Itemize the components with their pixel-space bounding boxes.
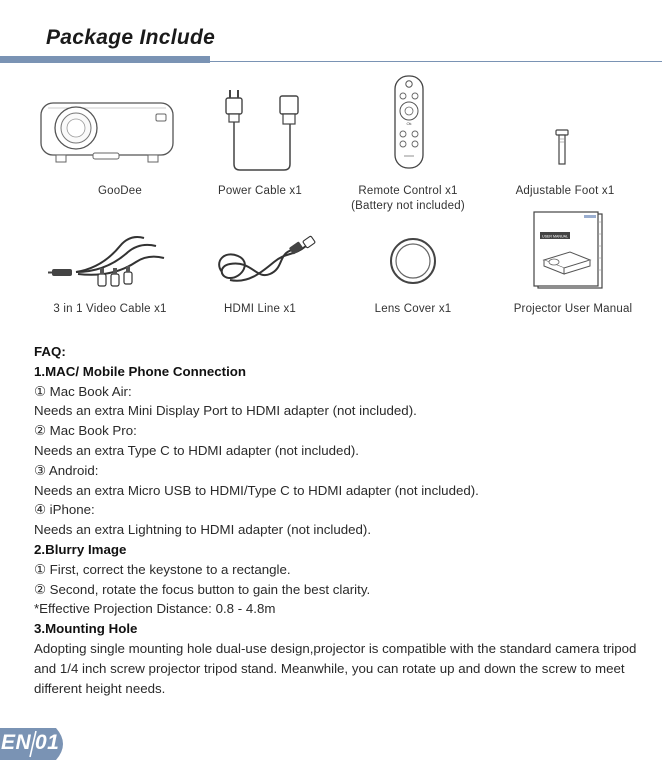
page-title: Package Include bbox=[46, 26, 216, 49]
footer-lang: EN bbox=[1, 731, 32, 754]
faq-text: Adopting single mounting hole dual-use design,projector is compatible with the standard camera tripod and 1/4 inch screw projector tripod stand. Meanwhile, you can rotate up and down the screw to meet different height needs. bbox=[34, 640, 637, 696]
faq-text: ① Mac Book Air: bbox=[34, 383, 132, 399]
item-label: GooDee bbox=[97, 185, 143, 197]
item-label: Remote Control x1 bbox=[358, 185, 458, 197]
item-sublabel: (Battery not included) bbox=[351, 200, 465, 212]
user-manual-icon bbox=[530, 210, 606, 290]
faq-text: *Effective Projection Distance: 0.8 - 4.8m bbox=[34, 601, 276, 617]
item-label: Lens Cover x1 bbox=[374, 303, 452, 315]
faq-text: ③ Android: bbox=[34, 462, 99, 478]
remote-ok-label: Ok bbox=[406, 121, 412, 126]
footer-page-number: 01 bbox=[35, 731, 60, 754]
faq-text: Needs an extra Micro USB to HDMI/Type C to HDMI adapter (not included). bbox=[34, 482, 479, 498]
faq-section-2-title: 2.Blurry Image bbox=[34, 541, 127, 557]
faq-text: ② Mac Book Pro: bbox=[34, 423, 137, 439]
item-label: Adjustable Foot x1 bbox=[515, 185, 615, 197]
faq-section-3-title: 3.Mounting Hole bbox=[34, 621, 138, 637]
title-accent-bar bbox=[0, 56, 210, 63]
manual-cover-title: USER MANUAL bbox=[542, 234, 568, 239]
faq-text: Needs an extra Lightning to HDMI adapter (not included). bbox=[34, 522, 372, 538]
adjustable-foot-icon bbox=[554, 128, 570, 166]
lens-cover-icon bbox=[388, 236, 438, 286]
faq-text: Needs an extra Mini Display Port to HDMI adapter (not included). bbox=[34, 403, 417, 419]
item-label: 3 in 1 Video Cable x1 bbox=[53, 303, 167, 315]
faq-text: ④ iPhone: bbox=[34, 502, 95, 518]
power-cable-icon bbox=[218, 86, 304, 176]
faq-text: ① First, correct the keystone to a rectangle. bbox=[34, 561, 291, 577]
page-number-badge bbox=[0, 728, 70, 760]
item-label: Projector User Manual bbox=[513, 303, 633, 315]
item-label: Power Cable x1 bbox=[218, 185, 302, 197]
faq-section-1-title: 1.MAC/ Mobile Phone Connection bbox=[34, 363, 247, 379]
projector-icon bbox=[38, 98, 178, 166]
remote-control-icon bbox=[392, 74, 426, 170]
hdmi-cable-icon bbox=[212, 232, 316, 286]
faq-section bbox=[34, 342, 654, 698]
faq-heading: FAQ: bbox=[34, 344, 66, 359]
av-cable-icon bbox=[48, 228, 170, 288]
item-label: HDMI Line x1 bbox=[223, 303, 297, 315]
header-rule bbox=[210, 61, 662, 62]
faq-text: ② Second, rotate the focus button to gain the best clarity. bbox=[34, 581, 371, 597]
faq-text: Needs an extra Type C to HDMI adapter (not included). bbox=[34, 442, 359, 458]
